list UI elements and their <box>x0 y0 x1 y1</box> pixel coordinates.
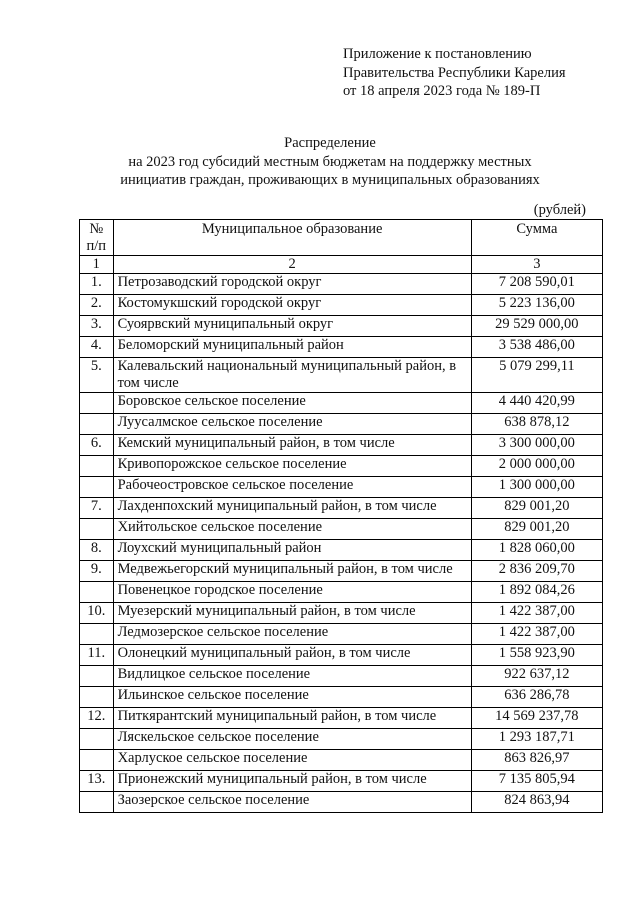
row-number: 2. <box>80 295 114 316</box>
row-number: 5. <box>80 358 114 393</box>
header-municipality: Муниципальное образование <box>113 220 471 256</box>
row-number <box>80 477 114 498</box>
table-row <box>80 729 603 750</box>
row-municipality: Заозерское сельское поселение <box>113 792 471 813</box>
row-municipality: Ляскельское сельское поселение <box>113 729 471 750</box>
row-municipality: Рабочеостровское сельское поселение <box>113 477 471 498</box>
table-row <box>80 582 603 603</box>
row-sum: 1 422 387,00 <box>471 624 602 645</box>
row-number: 3. <box>80 316 114 337</box>
header-sum: Сумма <box>471 220 602 256</box>
table-row <box>80 456 603 477</box>
table-row <box>80 771 603 792</box>
row-sum: 5 223 136,00 <box>471 295 602 316</box>
row-number: 13. <box>80 771 114 792</box>
table-row <box>80 316 603 337</box>
row-number: 8. <box>80 540 114 561</box>
units-label: (рублей) <box>533 202 586 218</box>
row-number <box>80 393 114 414</box>
row-municipality: Муезерский муниципальный район, в том числе <box>113 603 471 624</box>
row-sum: 1 828 060,00 <box>471 540 602 561</box>
row-sum: 829 001,20 <box>471 519 602 540</box>
row-municipality: Лахденпохский муниципальный район, в том числе <box>113 498 471 519</box>
row-municipality: Медвежьегорский муниципальный район, в том числе <box>113 561 471 582</box>
row-sum: 863 826,97 <box>471 750 602 771</box>
row-municipality: Ледмозерское сельское поселение <box>113 624 471 645</box>
title-line: Распределение <box>284 135 376 151</box>
row-number: 9. <box>80 561 114 582</box>
row-sum: 1 422 387,00 <box>471 603 602 624</box>
row-sum: 638 878,12 <box>471 414 602 435</box>
row-number <box>80 750 114 771</box>
table-index-row <box>80 256 603 274</box>
table-row <box>80 498 603 519</box>
row-number <box>80 729 114 750</box>
table-row <box>80 358 603 393</box>
row-municipality: Харлуское сельское поселение <box>113 750 471 771</box>
row-municipality: Видлицкое сельское поселение <box>113 666 471 687</box>
row-number: 11. <box>80 645 114 666</box>
row-number: 10. <box>80 603 114 624</box>
row-municipality: Лоухский муниципальный район <box>113 540 471 561</box>
row-sum: 7 135 805,94 <box>471 771 602 792</box>
table-body <box>80 274 603 813</box>
row-municipality: Костомукшский городской округ <box>113 295 471 316</box>
row-sum: 1 558 923,90 <box>471 645 602 666</box>
table-row <box>80 603 603 624</box>
row-sum: 7 208 590,01 <box>471 274 602 295</box>
table-row <box>80 666 603 687</box>
row-number: 12. <box>80 708 114 729</box>
document-header <box>343 45 566 101</box>
row-sum: 4 440 420,99 <box>471 393 602 414</box>
row-number: 7. <box>80 498 114 519</box>
row-sum: 29 529 000,00 <box>471 316 602 337</box>
row-number <box>80 414 114 435</box>
row-municipality: Повенецкое городское поселение <box>113 582 471 603</box>
row-municipality: Кривопорожское сельское поселение <box>113 456 471 477</box>
table-row <box>80 624 603 645</box>
document-title <box>60 134 600 190</box>
header-line: Правительства Республики Карелия <box>343 64 566 81</box>
row-sum: 922 637,12 <box>471 666 602 687</box>
row-number: 6. <box>80 435 114 456</box>
table-row <box>80 750 603 771</box>
row-number: 1. <box>80 274 114 295</box>
row-sum: 2 836 209,70 <box>471 561 602 582</box>
table-row <box>80 540 603 561</box>
title-line: инициатив граждан, проживающих в муниципальных образованиях <box>120 172 540 188</box>
header-line: Приложение к постановлению <box>343 46 532 62</box>
row-municipality: Олонецкий муниципальный район, в том числе <box>113 645 471 666</box>
row-municipality: Суоярвский муниципальный округ <box>113 316 471 337</box>
table-header-row <box>80 220 603 256</box>
table-row <box>80 645 603 666</box>
row-sum: 5 079 299,11 <box>471 358 602 393</box>
header-number: № п/п <box>80 220 114 256</box>
row-municipality: Кемский муниципальный район, в том числе <box>113 435 471 456</box>
row-sum: 14 569 237,78 <box>471 708 602 729</box>
row-number <box>80 456 114 477</box>
row-number <box>80 519 114 540</box>
row-municipality: Беломорский муниципальный район <box>113 337 471 358</box>
row-sum: 829 001,20 <box>471 498 602 519</box>
row-sum: 1 300 000,00 <box>471 477 602 498</box>
table-row <box>80 477 603 498</box>
row-sum: 2 000 000,00 <box>471 456 602 477</box>
row-number <box>80 582 114 603</box>
row-number <box>80 666 114 687</box>
table-row <box>80 414 603 435</box>
distribution-table <box>79 219 603 813</box>
row-number: 4. <box>80 337 114 358</box>
table-row <box>80 337 603 358</box>
row-municipality: Боровское сельское поселение <box>113 393 471 414</box>
table-row <box>80 561 603 582</box>
row-sum: 3 300 000,00 <box>471 435 602 456</box>
table-row <box>80 792 603 813</box>
header-line: от 18 апреля 2023 года № 189-П <box>343 83 541 99</box>
row-municipality: Луусалмское сельское поселение <box>113 414 471 435</box>
table-row <box>80 435 603 456</box>
index-cell: 1 <box>80 256 114 274</box>
row-sum: 3 538 486,00 <box>471 337 602 358</box>
row-number <box>80 687 114 708</box>
table-row <box>80 274 603 295</box>
row-municipality: Хийтольское сельское поселение <box>113 519 471 540</box>
table-row <box>80 295 603 316</box>
row-municipality: Ильинское сельское поселение <box>113 687 471 708</box>
index-cell: 2 <box>113 256 471 274</box>
table-row <box>80 708 603 729</box>
row-municipality: Питкярантский муниципальный район, в том числе <box>113 708 471 729</box>
index-cell: 3 <box>471 256 602 274</box>
table-row <box>80 519 603 540</box>
table-row <box>80 687 603 708</box>
row-sum: 824 863,94 <box>471 792 602 813</box>
row-number <box>80 792 114 813</box>
row-number <box>80 624 114 645</box>
row-municipality: Прионежский муниципальный район, в том числе <box>113 771 471 792</box>
row-municipality: Петрозаводский городской округ <box>113 274 471 295</box>
row-sum: 1 892 084,26 <box>471 582 602 603</box>
row-sum: 636 286,78 <box>471 687 602 708</box>
row-municipality: Калевальский национальный муниципальный район, в том числе <box>113 358 471 393</box>
table-row <box>80 393 603 414</box>
title-line: на 2023 год субсидий местным бюджетам на поддержку местных <box>128 153 532 170</box>
row-sum: 1 293 187,71 <box>471 729 602 750</box>
